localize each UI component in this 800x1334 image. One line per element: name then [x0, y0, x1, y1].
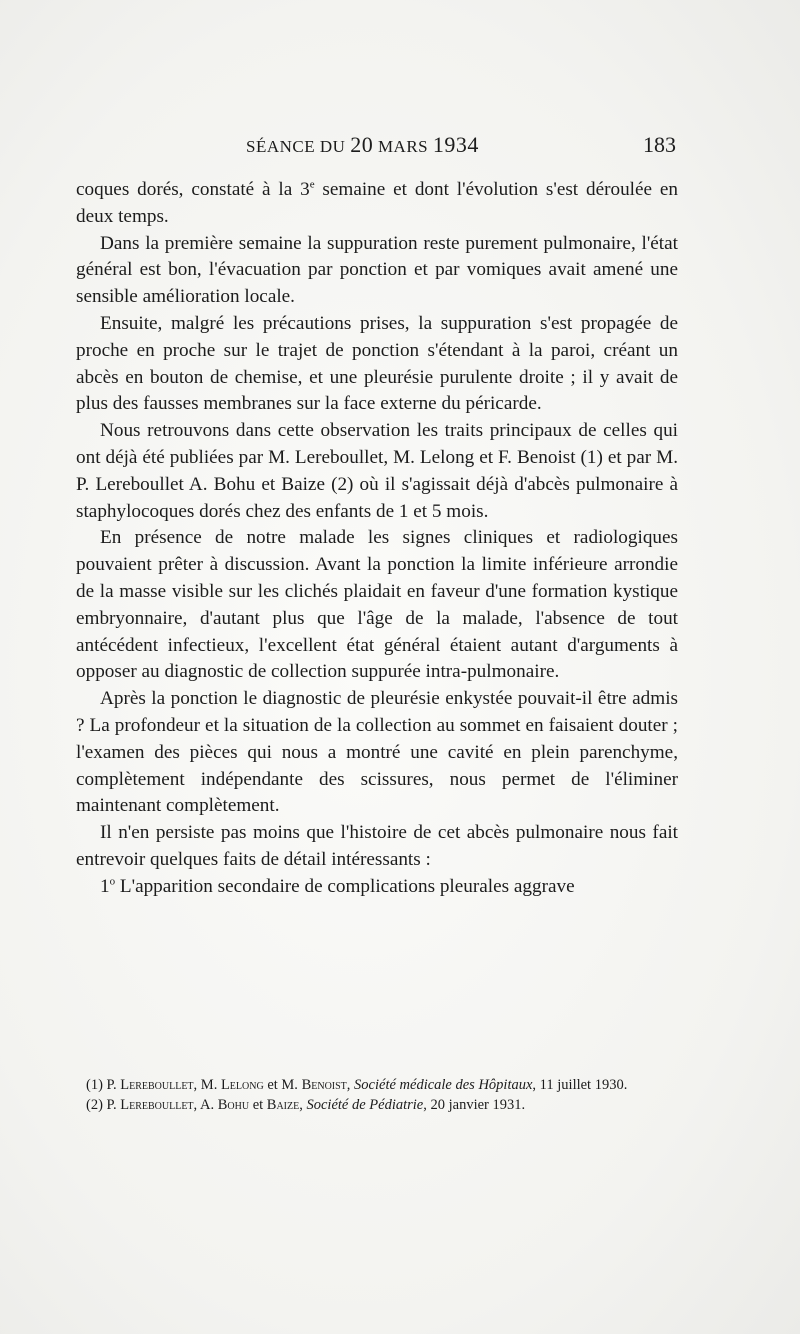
footnote-1-sep-2: et M.	[263, 1077, 298, 1093]
header-du: DU	[319, 137, 346, 156]
paragraph-7: Il n'en persiste pas moins que l'histoire de cet abcès pulmonaire nous fait entrevoir quelques faits de détail intéressants :	[76, 822, 678, 870]
header-day: 20	[350, 132, 374, 157]
footnote-1-journal: Société médicale des Hôpitaux	[354, 1077, 533, 1093]
header-month: MARS	[377, 137, 429, 156]
paragraph-8	[76, 874, 678, 901]
page-number: 183	[643, 132, 676, 157]
header-year: 1934	[432, 132, 479, 157]
footnote-2-author-2: Bohu	[217, 1096, 250, 1113]
running-title	[246, 132, 479, 158]
paragraph-3: Ensuite, malgré les précautions prises, la suppuration s'est propagée de proche en proche sur le trajet de ponction s'étendant à la paroi, créant un abcès en bouton de chemise, et une pleurésie purulente droite ; il y avait de plus des fausses membranes sur la face externe du péricarde.	[76, 312, 678, 415]
paragraph-8-text-cont: L'apparition secondaire de complications pleurales aggrave	[115, 875, 575, 897]
footnote-1-mark: (1) P.	[86, 1077, 117, 1093]
footnote-2-date: , 20 janvier 1931.	[423, 1096, 526, 1113]
footnote-1-date: , 11 juillet 1930.	[532, 1077, 628, 1093]
footnote-2-mark: (2) P.	[86, 1096, 117, 1113]
footnote-2-author-1: Lereboullet	[120, 1096, 194, 1113]
footnote-1-sep-1: , M.	[193, 1077, 218, 1093]
paragraph-4: Nous retrouvons dans cette observation les traits principaux de celles qui ont déjà été publiées par M. Lereboullet, M. Lelong et F. Benoist (1) et par M. P. Lereboullet A. Bohu et Baize (2) où il s'agissait déjà d'abcès pulmonaire à staphylocoques dorés chez des enfants de 1 et 5 mois.	[76, 420, 678, 522]
footnote-2-author-3: Baize	[266, 1096, 300, 1113]
footnote-2-sep-1: , A.	[193, 1096, 215, 1113]
paragraph-1-text-cont: semaine et dont l'évolution s'est déroulée en deux temps.	[76, 179, 678, 227]
footnote-1-author-1: Lereboullet	[120, 1077, 194, 1093]
footnote-2-sep-3: ,	[299, 1096, 307, 1113]
footnote-1-author-2: Lelong	[220, 1077, 264, 1093]
superscript: e	[309, 178, 315, 191]
paragraph-6: Après la ponction le diagnostic de pleurésie enkystée pouvait-il être admis ? La profondeur et la situation de la collection au sommet en faisaient douter ; l'examen des pièces qui nous a montré une cavité en plein parenchyme, complètement indépendante des scissures, nous permet de l'éliminer maintenant complètement.	[76, 688, 678, 817]
body-text	[76, 177, 678, 901]
footnote-2	[76, 1096, 678, 1116]
header-seance: SÉANCE	[246, 137, 316, 156]
paragraph-1	[76, 177, 678, 231]
paragraph-1-text: coques dorés, constaté à la 3	[76, 179, 310, 200]
footnote-2-sep-2: et	[249, 1096, 267, 1113]
footnotes	[76, 1076, 678, 1115]
footnote-1-author-3: Benoist	[301, 1077, 347, 1093]
footnote-1-sep-3: ,	[346, 1077, 355, 1093]
footnote-1	[76, 1076, 678, 1096]
paragraph-8-text: 1	[100, 875, 110, 897]
paragraph-5: En présence de notre malade les signes cliniques et radiologiques pouvaient prêter à discussion. Avant la ponction la limite inférieure arrondie de la masse visible sur les clichés plaidait en faveur d'une formation kystique embryonnaire, d'autant plus que l'âge de la malade, l'absence de tout antécédent infectieux, l'excellent état général étaient autant d'arguments à opposer au diagnostic de collection suppurée intra-pulmonaire.	[76, 527, 678, 683]
superscript: o	[109, 875, 116, 888]
paragraph-2: Dans la première semaine la suppuration reste purement pulmonaire, l'état général est bon, l'évacuation par ponction et par vomiques avait amené une sensible amélioration locale.	[76, 232, 678, 308]
running-header	[76, 132, 676, 162]
footnote-2-journal: Société de Pédiatrie	[306, 1096, 424, 1113]
